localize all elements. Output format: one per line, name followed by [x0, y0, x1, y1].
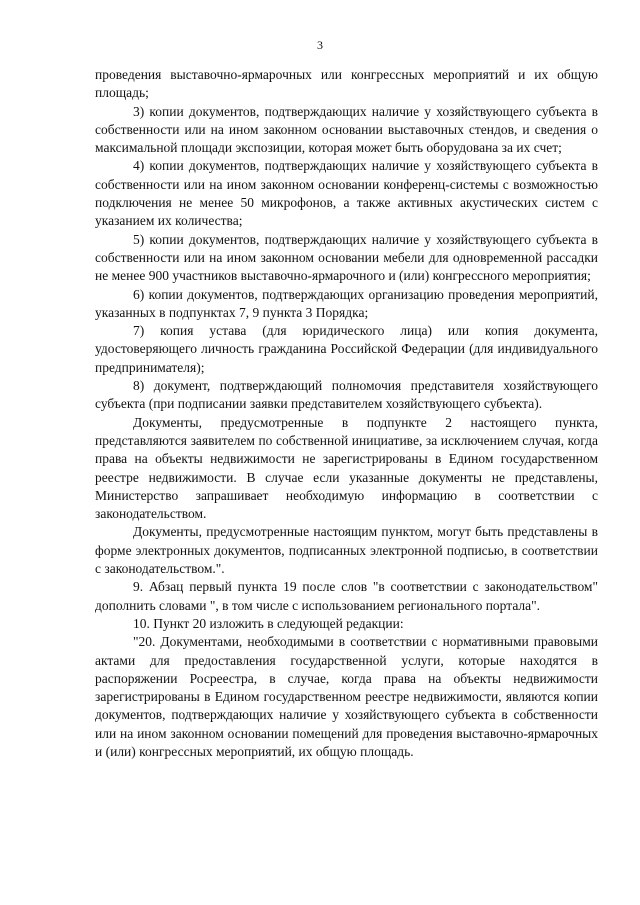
paragraph-item-8: 8) документ, подтверждающий полномочия представителя хозяйствующего субъекта (при подписании заявки представителем хозяйствующего субъекта).	[95, 378, 598, 412]
page-number: 3	[317, 38, 323, 52]
document-body	[95, 66, 598, 761]
paragraph-item-3: 3) копии документов, подтверждающих наличие у хозяйствующего субъекта в собственности или на ином законном основании выставочных стендов, и сведения о максимальной площади экспозиции, которая может быть оборудована за их счет;	[95, 103, 598, 156]
paragraph-item-6: 6) копии документов, подтверждающих организацию проведения мероприятий, указанных в подпунктах 7, 9 пункта 3 Порядка;	[95, 286, 598, 320]
paragraph-amendment-10: 10. Пункт 20 изложить в следующей редакции:	[133, 615, 404, 631]
paragraph-clause-20: "20. Документами, необходимыми в соответствии с нормативными правовыми актами для предоставления государственной услуги, которые находятся в распоряжении Росреестра, в случае, когда права на объекты недвижимости зарегистрированы в Едином государственном реестре недвижимости, являются копии документов, подтверждающих наличие у хозяйствующего субъекта в собственности или на ином законном основании помещений для проведения выставочно-ярмарочных и (или) конгрессных мероприятий, их общую площадь.	[95, 634, 598, 759]
paragraph-continuation: проведения выставочно-ярмарочных или конгрессных мероприятий и их общую площадь;	[95, 67, 598, 101]
paragraph-documents-note: Документы, предусмотренные в подпункте 2 настоящего пункта, представляются заявителем по собственной инициативе, за исключением случая, когда права на объекты недвижимости не зарегистрированы в Едином государственном реестре недвижимости. В случае если указанные документы не представлены, Министерство запрашивает необходимую информацию в соответствии с законодательством.	[95, 414, 598, 522]
paragraph-electronic-documents: Документы, предусмотренные настоящим пунктом, могут быть представлены в форме электронных документов, подписанных электронной подписью, в соответствии с законодательством.".	[95, 524, 598, 577]
paragraph-item-4: 4) копии документов, подтверждающих наличие у хозяйствующего субъекта в собственности или на ином законном основании конференц-системы с возможностью подключения не менее 50 микрофонов, а также активных акустических систем с указанием их количества;	[95, 158, 598, 229]
paragraph-item-7: 7) копия устава (для юридического лица) или копия документа, удостоверяющего личность гражданина Российской Федерации (для индивидуального предпринимателя);	[95, 323, 598, 375]
paragraph-amendment-9: 9. Абзац первый пункта 19 после слов "в соответствии с законодательством" дополнить словами ", в том числе с использованием регионального портала".	[95, 579, 598, 613]
paragraph-item-5: 5) копии документов, подтверждающих наличие у хозяйствующего субъекта в собственности или на ином законном основании мебели для одновременной рассадки не менее 900 участников выставочно-ярмарочного и (или) конгрессного мероприятия;	[95, 231, 598, 284]
